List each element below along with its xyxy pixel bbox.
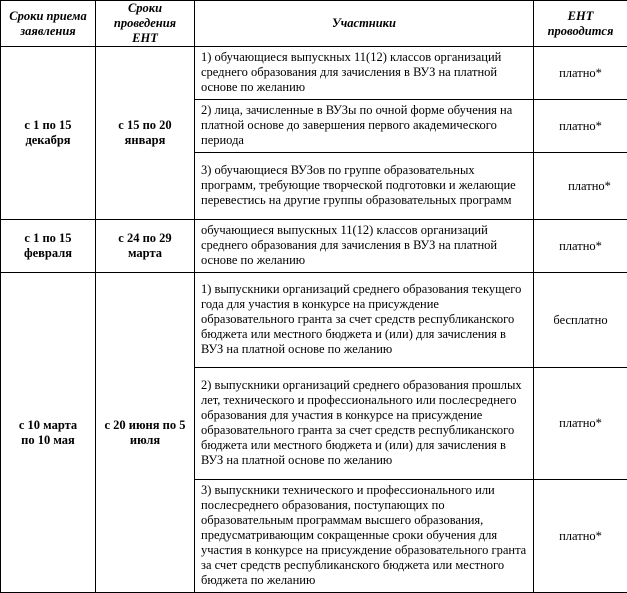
participants-cell: 3) обучающиеся ВУЗов по группе образовательных программ, требующие творческой подготовки и желающие перевестись на другие группы образовательных программ [195, 153, 534, 220]
payment-cell: платно* [534, 220, 627, 273]
payment-cell: платно* [534, 153, 627, 220]
ent-period-cell: с 15 по 20 января [96, 47, 195, 220]
participants-cell: 3) выпускники технического и профессионального или послесреднего образования, поступающих по образовательным программам высшего образования, предусматривающим сокращенные сроки обучения для участия в конкурсе на присуждение образовательного гранта за счет средств республиканского бюджета или местного бюджета по желанию [195, 480, 534, 593]
participants-cell: обучающиеся выпускных 11(12) классов организаций среднего образования для зачисления в ВУЗ на платной основе по желанию [195, 220, 534, 273]
header-payment: ЕНТ проводится [534, 1, 627, 47]
header-application-period: Сроки приема заявления [1, 1, 96, 47]
application-period-cell: с 10 марта по 10 мая [1, 273, 96, 593]
payment-cell: бесплатно [534, 273, 627, 368]
participants-cell: 2) выпускники организаций среднего образования прошлых лет, технического и профессионального или послесреднего образования для участия в конкурсе на присуждение образовательного гранта за счет средств республиканского бюджета или местного бюджета и (или) для зачисления в ВУЗ на платной основе по желанию [195, 368, 534, 480]
header-ent-period: Сроки проведения ЕНТ [96, 1, 195, 47]
application-period-cell: с 1 по 15 февраля [1, 220, 96, 273]
table-row [1, 220, 627, 273]
ent-period-cell: с 20 июня по 5 июля [96, 273, 195, 593]
payment-cell: платно* [534, 480, 627, 593]
table-row [1, 273, 627, 368]
participants-cell: 2) лица, зачисленные в ВУЗы по очной форме обучения на платной основе до завершения первого академического периода [195, 100, 534, 153]
header-row [1, 1, 627, 47]
application-period-cell: с 1 по 15 декабря [1, 47, 96, 220]
payment-cell: платно* [534, 47, 627, 100]
header-participants: Участники [195, 1, 534, 47]
participants-cell: 1) обучающиеся выпускных 11(12) классов организаций среднего образования для зачисления в ВУЗ на платной основе по желанию [195, 47, 534, 100]
ent-period-cell: с 24 по 29 марта [96, 220, 195, 273]
table-row [1, 47, 627, 100]
participants-cell: 1) выпускники организаций среднего образования текущего года для участия в конкурсе на присуждение образовательного гранта за счет средств республиканского бюджета или местного бюджета и (или) для зачисления в ВУЗ на платной основе по желанию [195, 273, 534, 368]
payment-cell: платно* [534, 100, 627, 153]
payment-cell: платно* [534, 368, 627, 480]
